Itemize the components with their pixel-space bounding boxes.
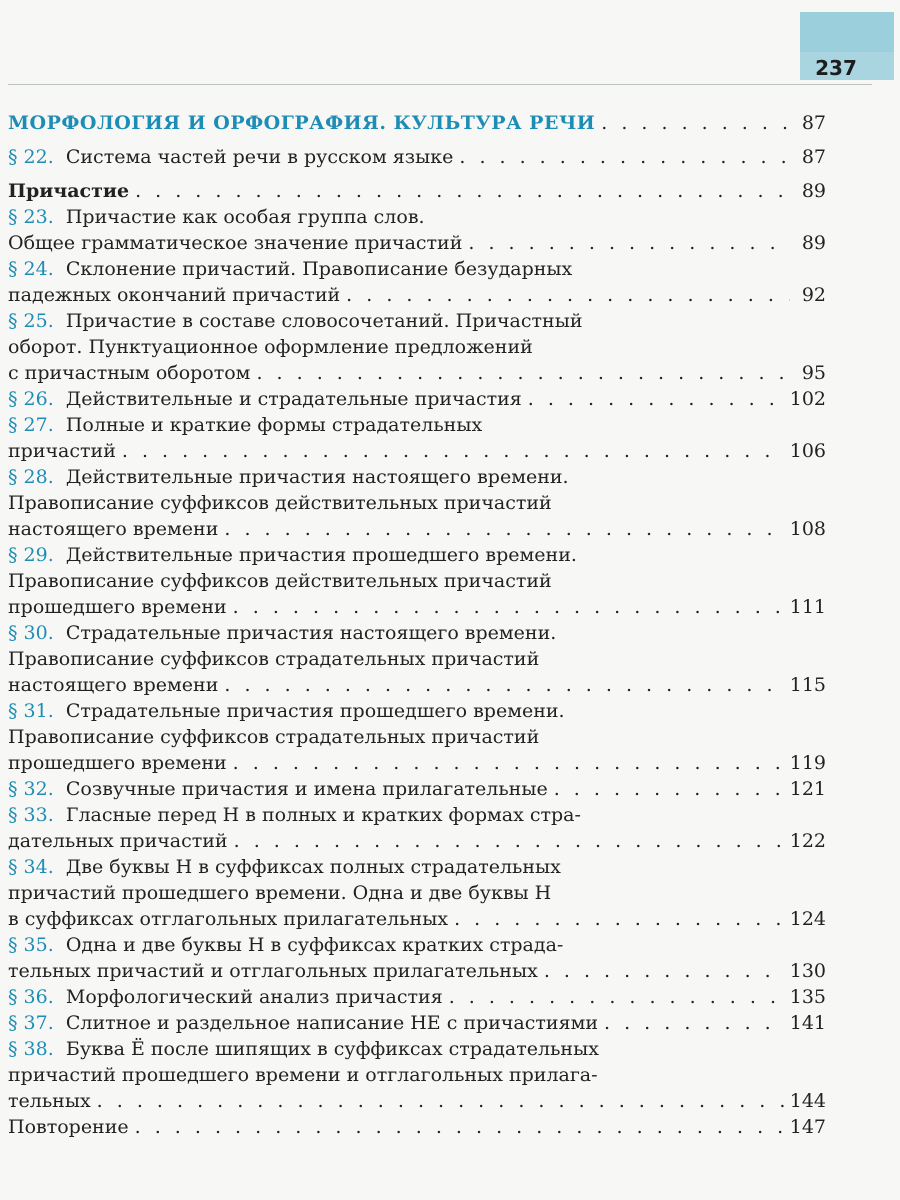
toc-line [8,958,826,984]
toc-line [8,1088,826,1114]
entry-title: Страдательные причастия прошедшего времени. [65,700,565,722]
toc-line [8,308,826,334]
toc-entry [8,542,826,620]
entry-title: Правописание суффиксов действительных причастий [8,492,552,514]
toc-line [8,542,826,568]
entry-title: Повторение [8,1116,129,1138]
entry-title: Полные и краткие формы страдательных [65,414,483,436]
dot-leader [135,178,790,204]
toc-entry [8,802,826,854]
entry-title: настоящего времени [8,518,219,540]
dot-leader [233,594,784,620]
toc-line [8,360,826,386]
toc-line [8,516,826,542]
toc-line [8,646,826,672]
toc-entry [8,932,826,984]
entry-page-number: 141 [789,1012,826,1034]
toc-entry [8,698,826,776]
dot-leader [604,1010,784,1036]
entry-title: Система частей речи в русском языке [65,146,454,168]
toc-line [8,802,826,828]
page-number: 237 [815,56,857,80]
entry-page-number: 111 [789,596,826,618]
entry-title: Причастие [8,180,130,202]
section-number: § 32. [8,778,54,800]
entry-title: Одна и две буквы Н в суффиксах кратких страда- [65,934,564,956]
entry-page-number: 124 [789,908,826,930]
toc-entry [8,1036,826,1114]
section-number: § 28. [8,466,54,488]
toc-line [8,490,826,516]
toc-line [8,1010,826,1036]
dot-leader [468,230,790,256]
toc-line [8,750,826,776]
entry-page-number: 89 [801,232,826,254]
toc-line [8,724,826,750]
section-number: § 26. [8,388,54,410]
entry-page-number: 135 [789,986,826,1008]
dot-leader [346,282,790,308]
toc-line [8,386,826,412]
entry-title: в суффиксах отглагольных прилагательных [8,908,449,930]
dot-leader [449,984,784,1010]
entry-title: Правописание суффиксов страдательных причастий [8,726,540,748]
dot-leader [233,750,784,776]
toc-line [8,1062,826,1088]
toc-entry [8,412,826,464]
entry-title: Две буквы Н в суффиксах полных страдательных [65,856,561,878]
entry-page-number: 106 [789,440,826,462]
toc-entry [8,1114,826,1140]
entry-title: причастий [8,440,116,462]
toc-line [8,594,826,620]
dot-leader [135,1114,784,1140]
entry-page-number: 92 [801,284,826,306]
toc-line [8,698,826,724]
section-number: § 38. [8,1038,54,1060]
toc-line [8,672,826,698]
dot-leader [97,1088,784,1114]
dot-leader [454,906,784,932]
entry-title: прошедшего времени [8,596,227,618]
entry-title: с причастным оборотом [8,362,251,384]
entry-title: Морфологический анализ причастия [65,986,443,1008]
toc-entry [8,464,826,542]
header-divider [8,84,872,85]
dot-leader [528,386,784,412]
entry-page-number: 119 [789,752,826,774]
section-number: § 29. [8,544,54,566]
section-number: § 34. [8,856,54,878]
entry-title: причастий прошедшего времени и отглагольных прилага- [8,1064,598,1086]
entry-title: падежных окончаний причастий [8,284,341,306]
dot-leader [601,110,790,136]
toc-line [8,438,826,464]
toc-line [8,204,826,230]
toc-line [8,620,826,646]
toc-line [8,282,826,308]
toc-line [8,854,826,880]
table-of-contents [8,110,826,1140]
toc-line [8,1036,826,1062]
entry-title: МОРФОЛОГИЯ И ОРФОГРАФИЯ. КУЛЬТУРА РЕЧИ [8,112,596,134]
dot-leader [554,776,784,802]
dot-leader [544,958,784,984]
entry-title: дательных причастий [8,830,228,852]
entry-title: Созвучные причастия и имена прилагательные [65,778,548,800]
toc-entry [8,854,826,932]
section-number: § 36. [8,986,54,1008]
toc-entry [8,1010,826,1036]
section-number: § 30. [8,622,54,644]
toc-entry [8,776,826,802]
entry-title: Слитное и раздельное написание НЕ с причастиями [65,1012,599,1034]
entry-title: Склонение причастий. Правописание безударных [65,258,573,280]
section-number: § 33. [8,804,54,826]
toc-line [8,568,826,594]
entry-page-number: 147 [789,1116,826,1138]
entry-title: Правописание суффиксов страдательных причастий [8,648,540,670]
dot-leader [122,438,784,464]
section-number: § 37. [8,1012,54,1034]
toc-line [8,412,826,438]
toc-line [8,110,826,136]
entry-page-number: 122 [789,830,826,852]
toc-entry [8,620,826,698]
entry-page-number: 108 [789,518,826,540]
dot-leader [459,144,790,170]
section-number: § 23. [8,206,54,228]
dot-leader [234,828,784,854]
entry-title: Действительные и страдательные причастия [65,388,522,410]
entry-title: оборот. Пунктуационное оформление предложений [8,336,533,358]
toc-line [8,984,826,1010]
toc-line [8,144,826,170]
entry-title: Гласные перед Н в полных и кратких формах стра- [65,804,581,826]
dot-leader [256,360,790,386]
section-number: § 22. [8,146,54,168]
toc-entry [8,178,826,204]
entry-title: прошедшего времени [8,752,227,774]
dot-leader [224,516,783,542]
toc-entry [8,308,826,386]
toc-entry [8,144,826,170]
section-number: § 25. [8,310,54,332]
toc-line [8,828,826,854]
section-number: § 27. [8,414,54,436]
entry-page-number: 89 [801,180,826,202]
section-number: § 24. [8,258,54,280]
entry-page-number: 102 [789,388,826,410]
entry-title: Причастие в составе словосочетаний. Причастный [65,310,583,332]
entry-title: Причастие как особая группа слов. [65,206,425,228]
entry-title: настоящего времени [8,674,219,696]
toc-line [8,464,826,490]
entry-title: Страдательные причастия настоящего времени. [65,622,557,644]
entry-title: Правописание суффиксов действительных причастий [8,570,552,592]
entry-title: Общее грамматическое значение причастий [8,232,463,254]
toc-line [8,880,826,906]
toc-line [8,334,826,360]
toc-line [8,776,826,802]
entry-page-number: 130 [789,960,826,982]
entry-page-number: 144 [789,1090,826,1112]
section-number: § 35. [8,934,54,956]
toc-entry [8,110,826,136]
toc-entry [8,204,826,256]
entry-page-number: 121 [789,778,826,800]
toc-entry [8,984,826,1010]
entry-page-number: 87 [801,112,826,134]
toc-entry [8,386,826,412]
toc-line [8,932,826,958]
toc-line [8,256,826,282]
entry-title: Буква Ё после шипящих в суффиксах страдательных [65,1038,599,1060]
toc-line [8,230,826,256]
toc-entry [8,256,826,308]
entry-page-number: 87 [801,146,826,168]
toc-line [8,178,826,204]
toc-line [8,906,826,932]
entry-title: причастий прошедшего времени. Одна и две буквы Н [8,882,552,904]
entry-title: Действительные причастия прошедшего времени. [65,544,577,566]
dot-leader [224,672,783,698]
entry-title: Действительные причастия настоящего времени. [65,466,569,488]
entry-page-number: 115 [789,674,826,696]
entry-title: тельных причастий и отглагольных прилагательных [8,960,538,982]
toc-line [8,1114,826,1140]
entry-page-number: 95 [801,362,826,384]
section-number: § 31. [8,700,54,722]
entry-title: тельных [8,1090,91,1112]
